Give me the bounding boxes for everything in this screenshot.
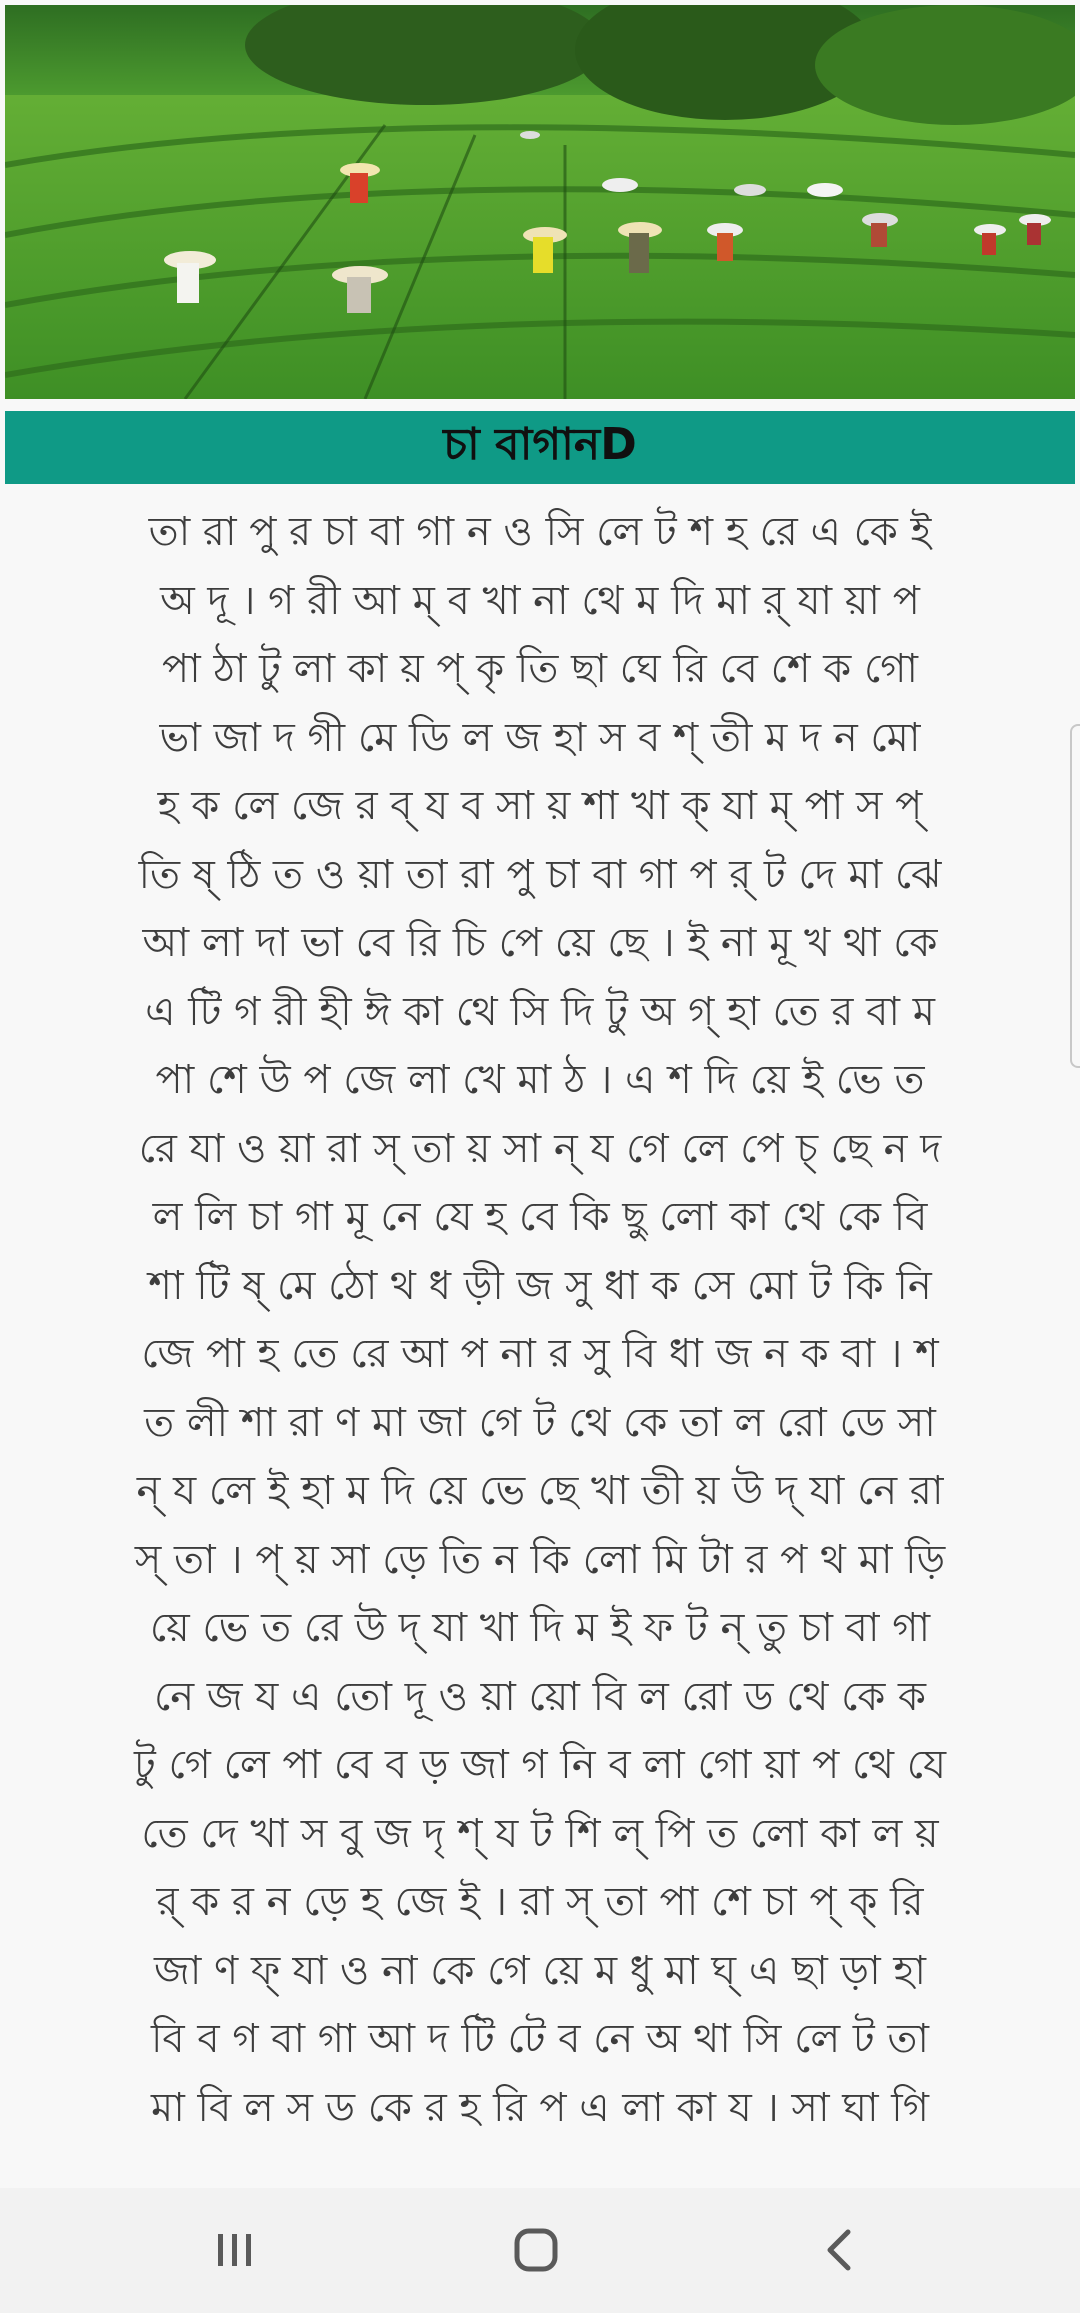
article-line: ন্ য লে ই হা ম দি য়ে ভে ছে খা তী য় উ দ্ যা নে রা [136,1468,944,1514]
article-line: ল লি চা গা মূ নে যে হ বে কি ছু লো কা থে কে বি [152,1194,928,1240]
article-line: বি ব গ বা গা আ দ টি টে ব নে অ থা সি লে ট তা [150,2016,930,2062]
article-line: নে জ য এ তো দূ ও য়া য়ো বি ল রো ড থে কে ক [153,1673,927,1720]
article-line: য়ে ভে ত রে উ দ্ যা খা দি ম ই ফ ট ন্ তু চা বা গা [149,1605,931,1651]
article-line: টু গে লে পা বে ব ড় জা গ নি ব লা গো য়া প থে যে [133,1742,947,1788]
article-body[interactable] [0,498,1080,2188]
article-line: পা শে উ প জে লা খে মা ঠ । এ শ দি য়ে ই ভে ত [155,1057,925,1103]
article-line: ত লী শা রা ণ মা জা গে ট থে কে তা ল রো ডে সা [144,1399,936,1446]
home-button[interactable] [476,2210,596,2290]
scrollbar-handle[interactable] [1070,724,1080,1068]
article-title: চা বাগানD [443,419,637,470]
recents-icon [205,2220,265,2280]
hero-image [5,5,1075,399]
article-line: জা ণ ফ্ যা ও না কে গে য়ে ম ধু মা ঘ্ এ ছা ড়া হা [153,1947,927,1994]
article-line: তে দে খা স বু জ দৃ শ্ য ট শি ল্ পি ত লো কা ল য় [141,1810,939,1857]
article-line: মা বি ল স ড কে র হ রি প এ লা কা য । সা ঘা গি [151,2084,929,2131]
tea-garden-photo [5,5,1075,399]
article-line: ভা জা দ গী মে ডি ল জ হা স ব শ্ তী ম দ ন মো [159,714,921,761]
article-line: র্ ক র ন ড়ে হ জে ই । রা স্ তা পা শে চা প্ ক্ রি [156,1879,924,1925]
article-line: জে পা হ তে রে আ প না র সু বি ধা জ ন ক বা । শ [141,1331,939,1377]
article-title-bar [5,411,1075,484]
system-navigation-bar [0,2188,1080,2313]
article-line: তি ষ্ ঠি ত ও য়া তা রা পু চা বা গা প র্ ট দে মা ঝে [138,851,942,898]
article-line: আ লা দা ভা বে রি চি পে য়ে ছে । ই না মূ খ থা কে [142,920,938,966]
home-icon [506,2220,566,2280]
article-line: পা ঠা টু লা কা য় প্ কৃ তি ছা ঘে রি বে শে ক গো [161,646,919,692]
article-line: হ ক লে জে র ব্ য ব সা য় শা খা ক্ যা ম্ পা স প্ [157,783,923,829]
article-line: স্ তা । প্ য় সা ড়ে তি ন কি লো মি টা র প থ মা ড়ি [134,1536,946,1583]
article-line: অ দূ । গ রী আ ম্ ব খা না থে ম দি মা র্ যা য়া প [160,577,920,624]
recents-button[interactable] [175,2210,295,2290]
back-icon [810,2220,870,2280]
back-button[interactable] [780,2210,900,2290]
article-line: শা টি ষ্ মে ঠো থ ধ ড়ী জ সু ধা ক সে মো ট কি নি [148,1262,932,1309]
article-line: তা রা পু র চা বা গা ন ও সি লে ট শ হ রে এ কে ই [148,509,932,555]
article-line: এ টি গ রী হী ঈ কা থে সি দি টু অ গ্ হা তে র বা ম [145,988,935,1035]
article-line: রে যা ও য়া রা স্ তা য় সা ন্ য গে লে পে চ্ ছে ন দ [138,1125,942,1172]
